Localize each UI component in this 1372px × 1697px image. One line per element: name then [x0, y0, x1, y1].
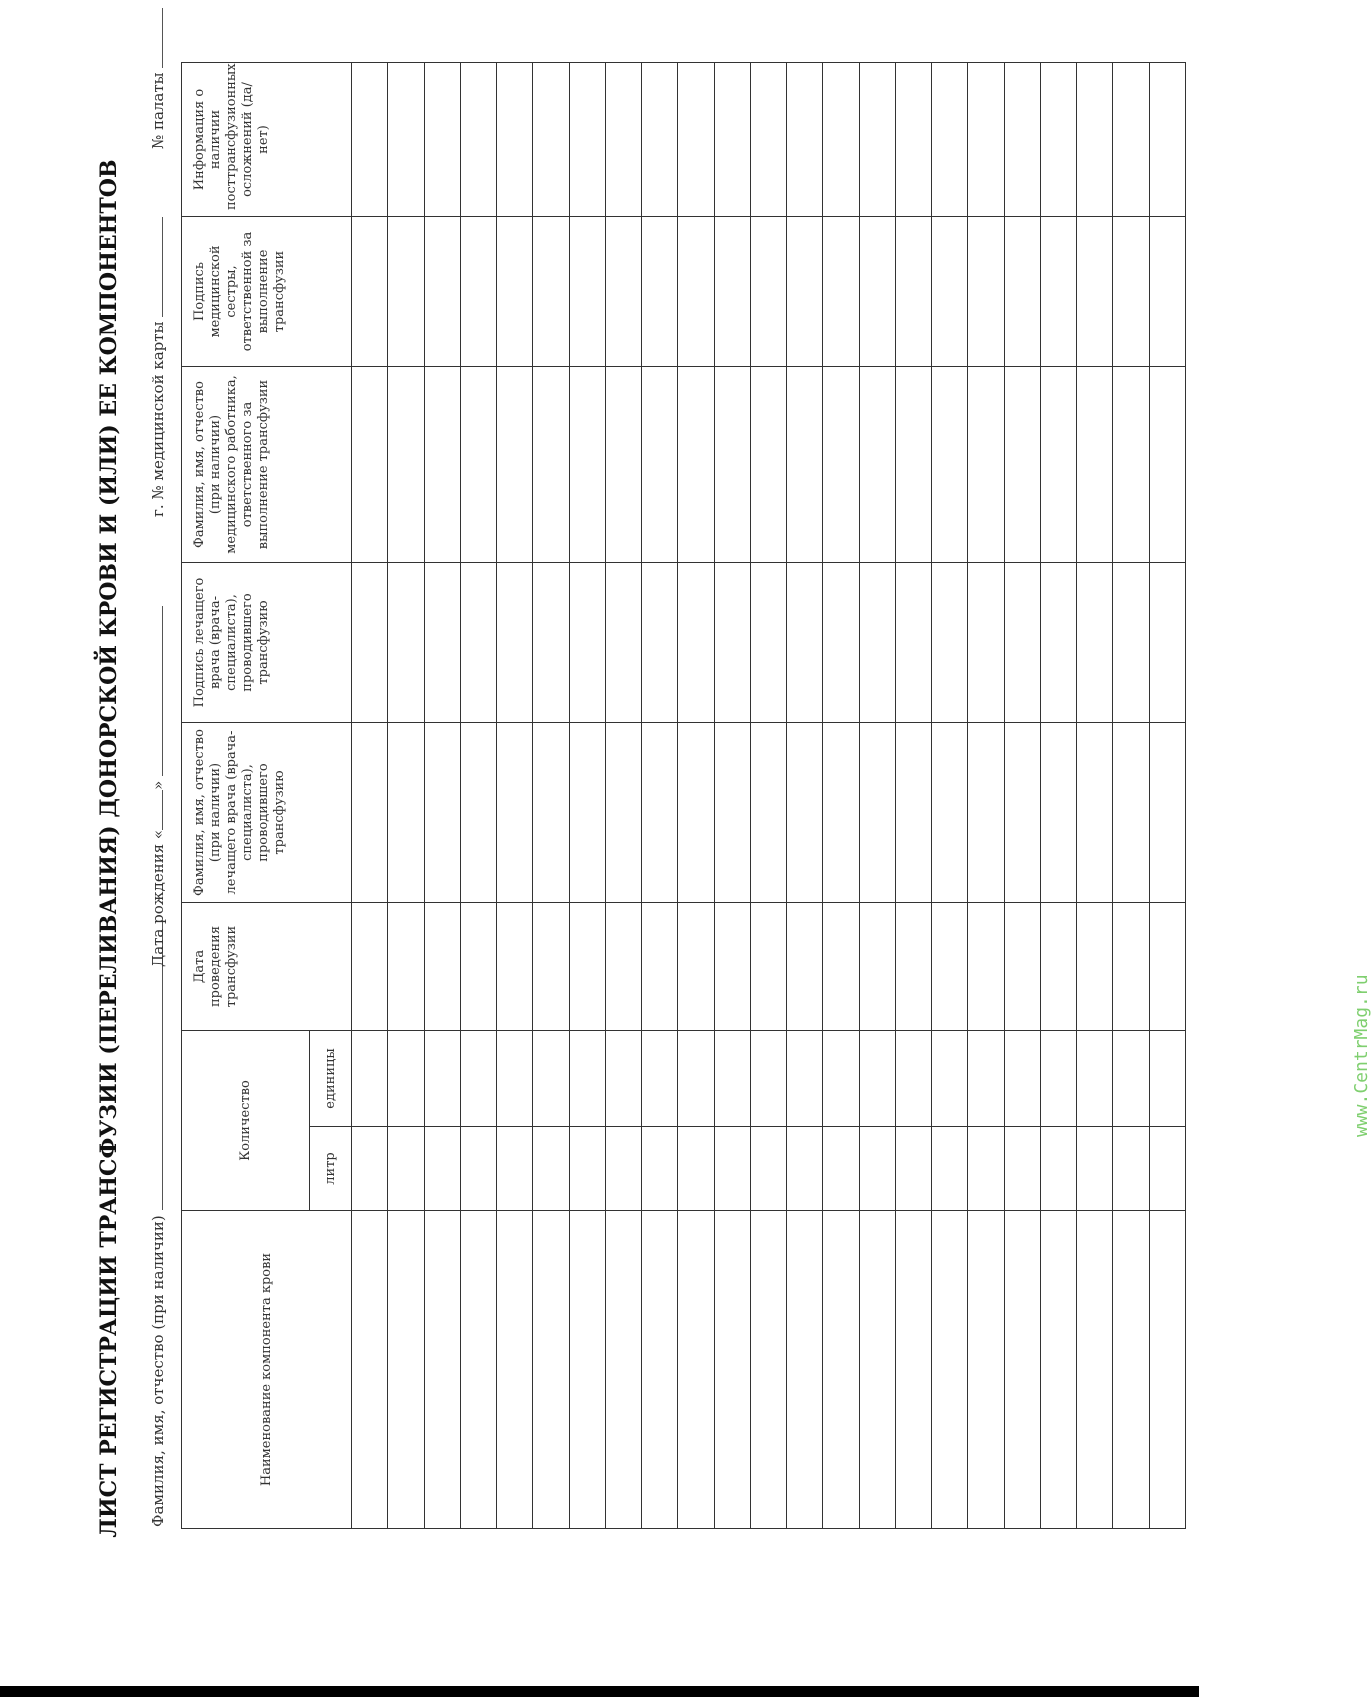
table-cell[interactable] — [786, 1030, 822, 1126]
table-cell[interactable] — [1112, 62, 1148, 216]
table-cell[interactable] — [351, 722, 387, 902]
dob-month-line — [146, 605, 163, 775]
table-cell[interactable] — [859, 562, 895, 722]
table-cell[interactable] — [1040, 216, 1076, 366]
table-cell[interactable] — [605, 62, 641, 216]
table-row — [569, 62, 605, 1528]
table-cell[interactable] — [1040, 562, 1076, 722]
header-component: Наименование компонента крови — [181, 1210, 351, 1528]
card-field[interactable] — [146, 216, 167, 516]
table-cell[interactable] — [1004, 1210, 1040, 1528]
table-row — [1112, 62, 1148, 1528]
transfusion-table — [181, 62, 1186, 1529]
table-cell[interactable] — [460, 216, 496, 366]
table-row — [1040, 62, 1076, 1528]
table-cell[interactable] — [496, 366, 532, 562]
table-cell[interactable] — [750, 1030, 786, 1126]
table-cell[interactable] — [931, 216, 967, 366]
table-cell[interactable] — [895, 216, 931, 366]
table-cell[interactable] — [569, 1030, 605, 1126]
table-cell[interactable] — [496, 216, 532, 366]
table-row — [460, 62, 496, 1528]
header-nurse-sign: Подпись медицинской сестры, ответственной за выполнение трансфузии — [181, 216, 351, 366]
table-cell[interactable] — [859, 902, 895, 1030]
ward-line — [146, 7, 163, 67]
table-cell[interactable] — [1112, 366, 1148, 562]
table-cell[interactable] — [1076, 366, 1112, 562]
table-cell[interactable] — [1112, 216, 1148, 366]
table-cell[interactable] — [750, 1210, 786, 1528]
table-row — [750, 62, 786, 1528]
ward-field[interactable] — [146, 7, 167, 148]
table-cell[interactable] — [895, 62, 931, 216]
table-cell[interactable] — [605, 1030, 641, 1126]
table-cell[interactable] — [786, 1126, 822, 1210]
table-cell[interactable] — [351, 1030, 387, 1126]
table-cell[interactable] — [786, 902, 822, 1030]
table-row — [822, 62, 858, 1528]
table-cell[interactable] — [1040, 1030, 1076, 1126]
table-cell[interactable] — [1149, 216, 1186, 366]
table-cell[interactable] — [496, 722, 532, 902]
table-cell[interactable] — [677, 366, 713, 562]
table-cell[interactable] — [750, 722, 786, 902]
table-cell[interactable] — [931, 562, 967, 722]
table-cell[interactable] — [605, 902, 641, 1030]
header-liter: литр — [309, 1126, 351, 1210]
table-cell[interactable] — [460, 562, 496, 722]
table-cell[interactable] — [569, 62, 605, 216]
table-cell[interactable] — [677, 62, 713, 216]
table-cell[interactable] — [641, 1126, 677, 1210]
table-cell[interactable] — [641, 216, 677, 366]
table-cell[interactable] — [605, 562, 641, 722]
table-cell[interactable] — [714, 216, 750, 366]
table-cell[interactable] — [641, 1210, 677, 1528]
table-cell[interactable] — [931, 902, 967, 1030]
table-cell[interactable] — [786, 562, 822, 722]
card-line — [146, 216, 163, 316]
table-cell[interactable] — [931, 62, 967, 216]
table-cell[interactable] — [1040, 366, 1076, 562]
table-cell[interactable] — [532, 1210, 568, 1528]
table-cell[interactable] — [1149, 562, 1186, 722]
table-row — [859, 62, 895, 1528]
table-cell[interactable] — [387, 722, 423, 902]
table-row — [931, 62, 967, 1528]
table-cell[interactable] — [532, 62, 568, 216]
table-cell[interactable] — [532, 366, 568, 562]
table-cell[interactable] — [895, 366, 931, 562]
table-cell[interactable] — [822, 216, 858, 366]
table-cell[interactable] — [496, 562, 532, 722]
table-cell[interactable] — [532, 1030, 568, 1126]
table-cell[interactable] — [496, 1030, 532, 1126]
table-cell[interactable] — [786, 366, 822, 562]
table-cell[interactable] — [351, 366, 387, 562]
table-cell[interactable] — [1040, 1126, 1076, 1210]
table-cell[interactable] — [931, 1126, 967, 1210]
table-cell[interactable] — [714, 1126, 750, 1210]
table-cell[interactable] — [1112, 562, 1148, 722]
table-cell[interactable] — [569, 722, 605, 902]
table-cell[interactable] — [1076, 216, 1112, 366]
table-cell[interactable] — [822, 722, 858, 902]
table-cell[interactable] — [569, 1126, 605, 1210]
table-cell[interactable] — [496, 902, 532, 1030]
table-cell[interactable] — [424, 216, 460, 366]
table-cell[interactable] — [532, 216, 568, 366]
table-cell[interactable] — [714, 562, 750, 722]
table-cell[interactable] — [895, 722, 931, 902]
table-cell[interactable] — [677, 902, 713, 1030]
table-cell[interactable] — [822, 1210, 858, 1528]
table-cell[interactable] — [967, 1126, 1003, 1210]
table-cell[interactable] — [822, 62, 858, 216]
table-row — [496, 62, 532, 1528]
table-cell[interactable] — [714, 1210, 750, 1528]
table-row — [786, 62, 822, 1528]
dob-field[interactable] — [146, 605, 167, 966]
table-cell[interactable] — [460, 722, 496, 902]
table-row — [424, 62, 460, 1528]
table-body — [351, 62, 1185, 1528]
table-cell[interactable] — [895, 1210, 931, 1528]
header-units: единицы — [309, 1030, 351, 1126]
header-date: Дата проведения трансфузии — [181, 902, 351, 1030]
table-cell[interactable] — [1149, 1126, 1186, 1210]
table-cell[interactable] — [641, 902, 677, 1030]
table-cell[interactable] — [387, 62, 423, 216]
table-cell[interactable] — [351, 1210, 387, 1528]
table-cell[interactable] — [859, 1210, 895, 1528]
table-cell[interactable] — [1076, 62, 1112, 216]
table-cell[interactable] — [859, 1126, 895, 1210]
form-title: ЛИСТ РЕГИСТРАЦИИ ТРАНСФУЗИИ (ПЕРЕЛИВАНИЯ) ДОНОРСКОЙ КРОВИ И (ИЛИ) ЕЕ КОМПОНЕНТОВ — [95, 158, 122, 1538]
table-row — [967, 62, 1003, 1528]
table-cell[interactable] — [351, 216, 387, 366]
table-cell[interactable] — [569, 562, 605, 722]
table-cell[interactable] — [822, 1030, 858, 1126]
table-cell[interactable] — [641, 722, 677, 902]
table-cell[interactable] — [1149, 1210, 1186, 1528]
table-cell[interactable] — [1149, 62, 1186, 216]
table-cell[interactable] — [641, 366, 677, 562]
table-cell[interactable] — [1004, 1126, 1040, 1210]
dob-close: » — [148, 780, 167, 790]
table-cell[interactable] — [822, 562, 858, 722]
rotated-form-sheet — [1, 0, 1372, 1697]
table-cell[interactable] — [532, 902, 568, 1030]
table-cell[interactable] — [677, 562, 713, 722]
table-cell[interactable] — [1004, 902, 1040, 1030]
table-cell[interactable] — [931, 366, 967, 562]
table-cell[interactable] — [605, 1126, 641, 1210]
table-row — [895, 62, 931, 1528]
table-cell[interactable] — [641, 62, 677, 216]
table-row — [387, 62, 423, 1528]
table-cell[interactable] — [424, 1126, 460, 1210]
table-cell[interactable] — [1004, 1030, 1040, 1126]
table-cell[interactable] — [387, 216, 423, 366]
dob-day-line — [146, 789, 163, 829]
table-cell[interactable] — [967, 902, 1003, 1030]
table-cell[interactable] — [750, 562, 786, 722]
table-cell[interactable] — [569, 902, 605, 1030]
table-cell[interactable] — [424, 366, 460, 562]
table-cell[interactable] — [714, 722, 750, 902]
header-complications: Информация о наличии посттрансфузионных осложнений (да/нет) — [181, 62, 351, 216]
table-cell[interactable] — [605, 1210, 641, 1528]
table-cell[interactable] — [677, 1126, 713, 1210]
table-cell[interactable] — [750, 216, 786, 366]
table-cell[interactable] — [786, 216, 822, 366]
patient-fields — [146, 0, 172, 1527]
table-cell[interactable] — [532, 722, 568, 902]
table-cell[interactable] — [859, 1030, 895, 1126]
table-row — [532, 62, 568, 1528]
table-row — [1076, 62, 1112, 1528]
fio-label: Фамилия, имя, отчество (при наличии) — [148, 1214, 167, 1527]
table-cell[interactable] — [641, 1030, 677, 1126]
table-cell[interactable] — [750, 62, 786, 216]
table-cell[interactable] — [859, 216, 895, 366]
table-row — [677, 62, 713, 1528]
table-cell[interactable] — [750, 366, 786, 562]
table-cell[interactable] — [895, 902, 931, 1030]
table-cell[interactable] — [750, 1126, 786, 1210]
table-cell[interactable] — [822, 366, 858, 562]
table-cell[interactable] — [1112, 722, 1148, 902]
table-cell[interactable] — [1076, 902, 1112, 1030]
table-cell[interactable] — [859, 62, 895, 216]
table-cell[interactable] — [677, 1030, 713, 1126]
table-cell[interactable] — [1149, 1030, 1186, 1126]
table-cell[interactable] — [424, 1210, 460, 1528]
table-cell[interactable] — [424, 722, 460, 902]
table-cell[interactable] — [967, 366, 1003, 562]
table-cell[interactable] — [1112, 1210, 1148, 1528]
table-row — [714, 62, 750, 1528]
table-cell[interactable] — [714, 366, 750, 562]
table-cell[interactable] — [424, 562, 460, 722]
table-cell[interactable] — [1149, 366, 1186, 562]
ward-label: № палаты — [148, 71, 167, 149]
table-cell[interactable] — [605, 216, 641, 366]
table-cell[interactable] — [1040, 722, 1076, 902]
table-cell[interactable] — [895, 562, 931, 722]
table-cell[interactable] — [424, 902, 460, 1030]
table-cell[interactable] — [387, 1126, 423, 1210]
table-cell[interactable] — [895, 1126, 931, 1210]
table-cell[interactable] — [460, 1030, 496, 1126]
table-cell[interactable] — [460, 1210, 496, 1528]
table-cell[interactable] — [1040, 62, 1076, 216]
table-cell[interactable] — [1149, 722, 1186, 902]
table-cell[interactable] — [569, 366, 605, 562]
table-row — [605, 62, 641, 1528]
table-cell[interactable] — [967, 62, 1003, 216]
table-cell[interactable] — [1076, 1126, 1112, 1210]
table-cell[interactable] — [822, 902, 858, 1030]
table-cell[interactable] — [677, 722, 713, 902]
table-cell[interactable] — [1076, 722, 1112, 902]
table-cell[interactable] — [786, 1210, 822, 1528]
table-cell[interactable] — [387, 1030, 423, 1126]
table-cell[interactable] — [967, 1210, 1003, 1528]
table-cell[interactable] — [931, 722, 967, 902]
fio-field[interactable] — [146, 920, 167, 1527]
table-cell[interactable] — [605, 366, 641, 562]
table-cell[interactable] — [460, 902, 496, 1030]
table-cell[interactable] — [931, 1210, 967, 1528]
table-cell[interactable] — [1076, 562, 1112, 722]
table-cell[interactable] — [1004, 62, 1040, 216]
table-cell[interactable] — [677, 216, 713, 366]
table-cell[interactable] — [351, 902, 387, 1030]
table-cell[interactable] — [967, 216, 1003, 366]
table-row — [351, 62, 387, 1528]
header-worker-name: Фамилия, имя, отчество (при наличии) медицинского работника, ответственного за выполнение трансфузии — [181, 366, 351, 562]
table-cell[interactable] — [714, 62, 750, 216]
table-row — [1004, 62, 1040, 1528]
dob-label: Дата рождения « — [148, 829, 167, 967]
table-cell[interactable] — [387, 1210, 423, 1528]
table-cell[interactable] — [1112, 902, 1148, 1030]
table-cell[interactable] — [931, 1030, 967, 1126]
table-cell[interactable] — [1004, 366, 1040, 562]
table-cell[interactable] — [460, 62, 496, 216]
header-quantity: Количество — [181, 1030, 309, 1210]
table-cell[interactable] — [967, 562, 1003, 722]
table-cell[interactable] — [496, 1210, 532, 1528]
table-cell[interactable] — [1040, 902, 1076, 1030]
table-cell[interactable] — [424, 1030, 460, 1126]
table-cell[interactable] — [424, 62, 460, 216]
table-cell[interactable] — [569, 216, 605, 366]
table-cell[interactable] — [1004, 722, 1040, 902]
table-row — [641, 62, 677, 1528]
table-cell[interactable] — [967, 1030, 1003, 1126]
table-cell[interactable] — [750, 902, 786, 1030]
table-cell[interactable] — [387, 366, 423, 562]
header-doctor-sign: Подпись лечащего врача (врача-специалиста), проводившего трансфузию — [181, 562, 351, 722]
table-cell[interactable] — [1076, 1210, 1112, 1528]
table-cell[interactable] — [569, 1210, 605, 1528]
table-row — [1149, 62, 1186, 1528]
table-cell[interactable] — [1112, 1030, 1148, 1126]
table-cell[interactable] — [496, 62, 532, 216]
table-cell[interactable] — [786, 722, 822, 902]
table-cell[interactable] — [641, 562, 677, 722]
table-cell[interactable] — [351, 562, 387, 722]
table-cell[interactable] — [714, 1030, 750, 1126]
watermark: www.CentrMag.ru — [1350, 973, 1372, 1137]
table-cell[interactable] — [1112, 1126, 1148, 1210]
table-cell[interactable] — [351, 1126, 387, 1210]
table-cell[interactable] — [1040, 1210, 1076, 1528]
table-cell[interactable] — [967, 722, 1003, 902]
table-cell[interactable] — [895, 1030, 931, 1126]
table-cell[interactable] — [351, 62, 387, 216]
table-cell[interactable] — [1149, 902, 1186, 1030]
table-cell[interactable] — [532, 562, 568, 722]
table-cell[interactable] — [1004, 562, 1040, 722]
table-cell[interactable] — [496, 1126, 532, 1210]
table-cell[interactable] — [786, 62, 822, 216]
table-cell[interactable] — [532, 1126, 568, 1210]
table-cell[interactable] — [677, 1210, 713, 1528]
card-label: г. № медицинской карты — [148, 320, 167, 517]
table-cell[interactable] — [822, 1126, 858, 1210]
table-cell[interactable] — [1076, 1030, 1112, 1126]
header-doctor-name: Фамилия, имя, отчество (при наличии) лечащего врача (врача-специалиста), проводившего трансфузию — [181, 722, 351, 902]
table-cell[interactable] — [387, 562, 423, 722]
table-cell[interactable] — [859, 722, 895, 902]
table-cell[interactable] — [859, 366, 895, 562]
table-cell[interactable] — [605, 722, 641, 902]
table-cell[interactable] — [460, 1126, 496, 1210]
table-cell[interactable] — [1004, 216, 1040, 366]
table-cell[interactable] — [387, 902, 423, 1030]
table-cell[interactable] — [460, 366, 496, 562]
table-cell[interactable] — [714, 902, 750, 1030]
